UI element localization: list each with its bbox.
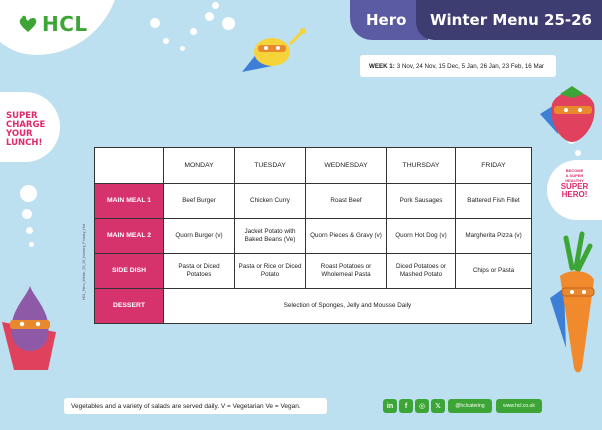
menu-cell: Jacket Potato with Baked Beans (Ve) [235, 219, 306, 254]
table-corner [95, 148, 164, 184]
table-row [95, 254, 532, 289]
table-row [95, 184, 532, 219]
strawberry-hero-character [538, 84, 602, 146]
day-header-friday: FRIDAY [456, 148, 532, 184]
bubble [180, 46, 185, 51]
bubble [150, 18, 160, 28]
table-row [95, 219, 532, 254]
menu-cell: Chicken Curry [235, 184, 306, 219]
day-header-tuesday: TUESDAY [235, 148, 306, 184]
slogan-line: SUPER [6, 111, 38, 121]
menu-table [94, 147, 532, 324]
menu-cell: Chips or Pasta [456, 254, 532, 289]
menu-cell: Roast Beef [306, 184, 387, 219]
bubble [205, 12, 214, 21]
menu-cell: Pasta or Diced Potatoes [164, 254, 235, 289]
row-header-main-meal-2: MAIN MEAL 2 [95, 219, 164, 254]
website-link[interactable]: www.hcl.co.uk [496, 399, 542, 413]
menu-cell: Quorn Burger (v) [164, 219, 235, 254]
slogan-line: YOUR [6, 129, 33, 139]
brand-logo [18, 12, 88, 36]
bubble [29, 242, 34, 247]
bubble [163, 38, 169, 44]
badge-small-line: BECOME [565, 168, 584, 173]
dietary-note-text: Vegetables and a variety of salads are served daily. V = Vegetarian Ve = Vegan. [71, 402, 301, 410]
menu-cell: Quorn Pieces & Gravy (v) [306, 219, 387, 254]
menu-cell: Pork Sausages [387, 184, 456, 219]
menu-cell: Diced Potatoes or Mashed Potato [387, 254, 456, 289]
hero-label: Hero [366, 11, 407, 29]
row-header-dessert: DESSERT [95, 289, 164, 324]
social-handle-link[interactable]: @hclcatering [448, 399, 492, 413]
day-header-thursday: THURSDAY [387, 148, 456, 184]
x-twitter-icon[interactable]: 𝕏 [431, 399, 445, 413]
heart-hands-icon [18, 14, 38, 34]
dietary-note [64, 398, 327, 414]
slogan-text [6, 112, 56, 148]
bubble [575, 150, 581, 156]
week-dates: 3 Nov, 24 Nov, 15 Dec, 5 Jan, 26 Jan, 23 Feb, 16 Mar [396, 62, 545, 70]
row-header-side-dish: SIDE DISH [95, 254, 164, 289]
page-title: Winter Menu 25-26 [430, 11, 592, 29]
table-header-row [95, 148, 532, 184]
bubble [190, 28, 197, 35]
row-header-main-meal-1: MAIN MEAL 1 [95, 184, 164, 219]
badge-big-line: SUPER [560, 182, 589, 191]
instagram-icon[interactable]: ◎ [415, 399, 429, 413]
dessert-cell: Selection of Sponges, Jelly and Mousse Daily [164, 289, 532, 324]
lemon-hero-character [232, 22, 312, 80]
table-row [95, 289, 532, 324]
facebook-icon[interactable]: f [399, 399, 413, 413]
week-label: WEEK 1: [369, 62, 395, 70]
menu-cell: Beef Burger [164, 184, 235, 219]
logo-text: HCL [42, 12, 88, 36]
day-header-wednesday: WEDNESDAY [306, 148, 387, 184]
menu-cell: Pasta or Rice or Diced Potato [235, 254, 306, 289]
badge-text [552, 168, 597, 199]
badge-small-line: HEALTHY [565, 178, 584, 183]
menu-cell: Quorn Hot Dog (v) [387, 219, 456, 254]
linkedin-icon[interactable]: in [383, 399, 397, 413]
bubble [26, 227, 33, 234]
slogan-line: CHARGE [6, 120, 46, 130]
menu-cell: Battered Fish Fillet [456, 184, 532, 219]
header-title-bar [416, 0, 602, 40]
bubble [22, 209, 32, 219]
menu-cell: Roast Potatoes or Wholemeal Pasta [306, 254, 387, 289]
document-reference: HCL_Hero_Winter_25_26_Nursery_Primary_Hot [82, 224, 86, 300]
carrot-hero-character [544, 228, 602, 380]
week-dates-box [360, 55, 556, 77]
bubble [20, 185, 37, 202]
bubble [212, 2, 219, 9]
onion-hero-character [0, 282, 62, 372]
slogan-line: LUNCH! [6, 138, 43, 148]
badge-small-line: A SUPER [565, 173, 584, 178]
day-header-monday: MONDAY [164, 148, 235, 184]
menu-cell: Margherita Pizza (v) [456, 219, 532, 254]
badge-big-line: HERO! [561, 190, 588, 199]
